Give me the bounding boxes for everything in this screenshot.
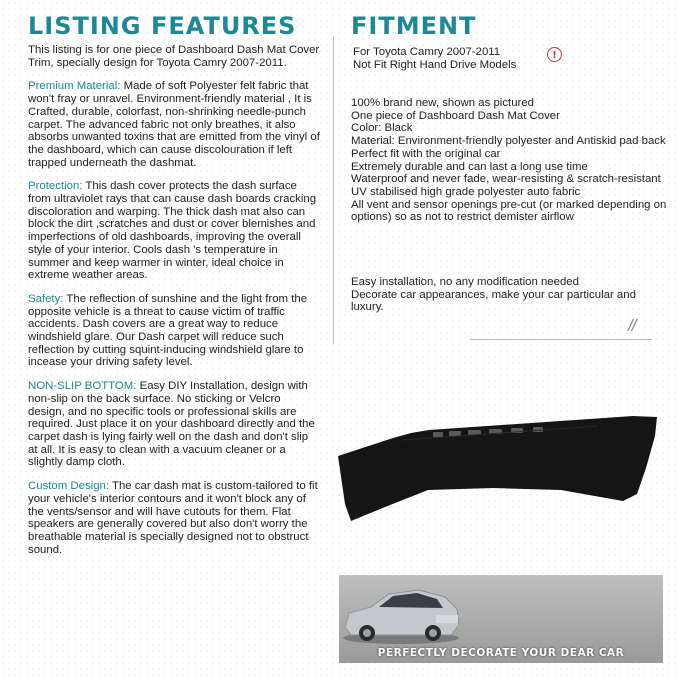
spec-item: UV stabilised high grade polyester auto fabric <box>351 185 581 198</box>
spec-item: Material: Environment-friendly polyester and Antiskid pad back <box>351 135 666 148</box>
car-photo-panel <box>339 575 663 663</box>
horizontal-divider <box>470 339 652 340</box>
feature-section <box>28 293 320 369</box>
slash-decoration: // <box>628 316 636 335</box>
section-title: Premium Material: <box>28 80 121 93</box>
section-body: The car dash mat is custom-tailored to fit your vehicle's interior contours and it won't block any of the vents/sensor and will have cutouts for them. Flat speakers are generally covered but also don't worry the breathable material is specially designed not to obstruct sound. <box>28 480 318 556</box>
exclamation-circle-icon: ! <box>547 47 562 62</box>
intro-paragraph: This listing is for one piece of Dashboard Dash Mat Cover Trim, specially design for Toyota Camry 2007-2011. <box>28 44 320 69</box>
spec-item: Perfect fit with the original car <box>351 147 501 160</box>
section-body: The reflection of sunshine and the light from the opposite vehicle is a threat to cause victim of traffic accidents. Dash covers are a great way to reduce windshield glare. Our Dash carpet will reduce such reflection by cutting squint-inducing windshield glare to incease your driving safety level. <box>28 292 308 369</box>
spec-item: Waterproof and never fade, wear-resisting & scratch-resistant <box>351 173 661 186</box>
dash-mat-image <box>333 408 663 528</box>
section-body: Easy DIY Installation, design with non-slip on the back surface. No sticking or Velcro design, and no specific tools or professional skills are required. Just place it on your dashboard directly and the carpet dash is lying fairly well on the dash and don't slip at all. It is easy to clean with a vacuum cleaner or a slightly damp cloth. <box>28 380 315 469</box>
fitment-warning: Not Fit Right Hand Drive Models <box>353 58 517 71</box>
fitment-lines <box>353 46 553 71</box>
column-divider <box>333 36 334 344</box>
spec-item: Color: Black <box>351 122 413 135</box>
feature-section <box>28 80 320 169</box>
extra-list <box>351 276 669 314</box>
extra-item: Decorate car appearances, make your car particular and luxury. <box>351 288 636 314</box>
section-body: This dash cover protects the dash surface from ultraviolet rays that can cause dash boards cracking discoloration and warping. The thick dash mat also can block the dirt ,scratches and dust or cover blemishes and imperfections of old dashboards, improving the overall style of your interior. Cools dash 's temperature in summer and keep warmer in winter, ideal choice in extreme weather areas. <box>28 180 317 282</box>
feature-section <box>28 480 320 556</box>
spec-item: All vent and sensor openings pre-cut (or marked depending on options) so as not to restrict demister airflow <box>351 198 667 224</box>
listing-features-heading: LISTING FEATURES <box>28 12 297 40</box>
section-title: NON-SLIP BOTTOM: <box>28 380 137 393</box>
section-title: Protection: <box>28 180 83 193</box>
section-title: Custom Design: <box>28 480 110 493</box>
spec-item: Extremely durable and can last a long use time <box>351 160 588 173</box>
fitment-heading: FITMENT <box>351 12 477 40</box>
spec-list <box>351 97 669 224</box>
fitment-model: For Toyota Camry 2007-2011 <box>353 46 501 58</box>
extra-item: Easy installation, no any modification needed <box>351 276 579 288</box>
spec-item: One piece of Dashboard Dash Mat Cover <box>351 109 560 122</box>
spec-item: 100% brand new, shown as pictured <box>351 97 535 109</box>
section-title: Safety: <box>28 292 64 305</box>
listing-features-column <box>28 44 320 567</box>
car-caption: PERFECTLY DECORATE YOUR DEAR CAR <box>377 647 625 659</box>
feature-section <box>28 180 320 282</box>
section-body: Made of soft Polyester felt fabric that won't fray or unravel. Environment-friendly material , It is Crafted, durable, colorfast, non-shrinking needle-punch carpet. The advanced fabric not only breathes, it also absorbs unwanted toxins that are emitted from the vinyl of the dashboard, which can cause discolouration if left trapped underneath the dashmat. <box>28 80 320 169</box>
feature-section <box>28 380 320 469</box>
